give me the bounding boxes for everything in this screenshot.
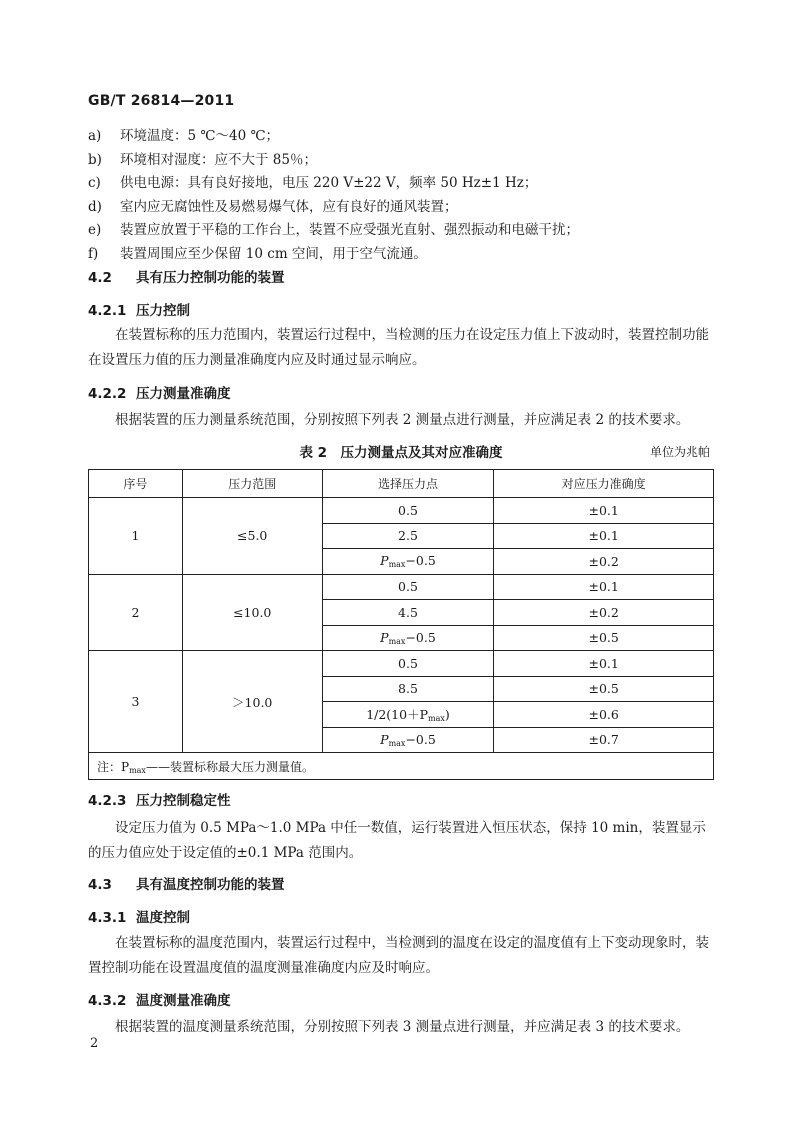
table-caption: 表 2 压力测量点及其对应准确度: [299, 445, 503, 461]
cell-accuracy: ±0.1: [494, 498, 714, 524]
column-header: 序号: [89, 470, 183, 498]
paragraph-4-2-1: 在装置标称的压力范围内，装置运行过程中，当检测的压力在设定压力值上下波动时，装置控制功能在设置压力值的压力测量准确度内应及时通过显示响应。: [88, 327, 709, 368]
list-item: f) 装置周围应至少保留 10 cm 空间，用于空气流通。: [88, 245, 427, 262]
cell-point: $P_{max}-0.5$: [322, 727, 494, 753]
section-heading-4-3-2: 4.3.2 温度测量准确度: [88, 993, 231, 1009]
paragraph-4-3-2: 根据装置的温度测量系统范围，分别按照下列表 3 测量点进行测量，并应满足表 3 的技术要求。: [115, 1019, 690, 1035]
cell-accuracy: ±0.2: [494, 549, 714, 575]
cell-point: $P_{max}-0.5$: [322, 625, 494, 651]
cell-range: ≤5.0: [182, 498, 322, 575]
cell-point: $1/2(10+P_{max})$: [322, 702, 494, 728]
paragraph-4-3-1: 在装置标称的温度范围内，装置运行过程中，当检测到的温度在设定的温度值有上下变动现象时，装置控制功能在设置温度值的温度测量准确度内应及时响应。: [88, 935, 709, 976]
section-heading-4-2-3: 4.2.3 压力控制稳定性: [88, 793, 231, 809]
table-row: [89, 574, 714, 600]
cell-no: 2: [89, 574, 183, 651]
cell-point: $P_{max}-0.5$: [322, 549, 494, 575]
cell-no: 1: [89, 498, 183, 575]
cell-range: ≤10.0: [182, 574, 322, 651]
list-item: c) 供电电源：具有良好接地，电压 220 V±22 V，频率 50 Hz±1 Hz；: [88, 175, 538, 192]
list-item: a) 环境温度：5 ℃～40 ℃；: [88, 128, 280, 144]
cell-accuracy: ±0.6: [494, 702, 714, 728]
cell-point: 0.5: [322, 574, 494, 600]
cell-point: 0.5: [322, 498, 494, 524]
column-header: 压力范围: [182, 470, 322, 498]
section-heading-4-2: 4.2 具有压力控制功能的装置: [88, 270, 285, 286]
cell-accuracy: ±0.2: [494, 600, 714, 626]
section-heading-4-2-2: 4.2.2 压力测量准确度: [88, 386, 231, 402]
cell-point: 0.5: [322, 651, 494, 677]
cell-accuracy: ±0.5: [494, 625, 714, 651]
table-note-row: [89, 753, 714, 780]
paragraph-4-2-3: 设定压力值为 0.5 MPa～1.0 MPa 中任一数值，运行装置进入恒压状态，保持 10 min，装置显示的压力值应处于设定值的±0.1 MPa 范围内。: [88, 820, 706, 861]
section-heading-4-3-1: 4.3.1 温度控制: [88, 910, 190, 926]
cell-accuracy: ±0.5: [494, 676, 714, 702]
section-heading-4-2-1: 4.2.1 压力控制: [88, 303, 190, 319]
environment-conditions-list: [88, 124, 579, 266]
section-heading-4-3: 4.3 具有温度控制功能的装置: [88, 877, 285, 893]
standard-code: GB/T 26814—2011: [88, 93, 235, 109]
table-unit: 单位为兆帕: [649, 445, 710, 459]
page-number: 2: [90, 1036, 99, 1051]
paragraph-4-2-2: 根据装置的压力测量系统范围，分别按照下列表 2 测量点进行测量，并应满足表 2 的技术要求。: [115, 412, 690, 428]
cell-accuracy: ±0.1: [494, 574, 714, 600]
cell-accuracy: ±0.1: [494, 651, 714, 677]
list-item: d) 室内应无腐蚀性及易燃易爆气体，应有良好的通风装置；: [88, 198, 458, 215]
list-item: b) 环境相对湿度：应不大于 85％；: [88, 151, 317, 168]
cell-point: 8.5: [322, 676, 494, 702]
table-header-row: [89, 470, 714, 498]
list-item: e) 装置应放置于平稳的工作台上，装置不应受强光直射、强烈振动和电磁干扰；: [88, 222, 579, 239]
column-header: 选择压力点: [322, 470, 494, 498]
table-note: 注：$P_{max}——$装置标称最大压力测量值。: [89, 753, 714, 780]
cell-range: ＞10.0: [182, 651, 322, 753]
pressure-accuracy-table: [88, 469, 714, 780]
table-row: [89, 498, 714, 524]
column-header: 对应压力准确度: [494, 470, 714, 498]
table-row: [89, 651, 714, 677]
cell-no: 3: [89, 651, 183, 753]
cell-accuracy: ±0.1: [494, 523, 714, 549]
cell-point: 4.5: [322, 600, 494, 626]
cell-accuracy: ±0.7: [494, 727, 714, 753]
cell-point: 2.5: [322, 523, 494, 549]
